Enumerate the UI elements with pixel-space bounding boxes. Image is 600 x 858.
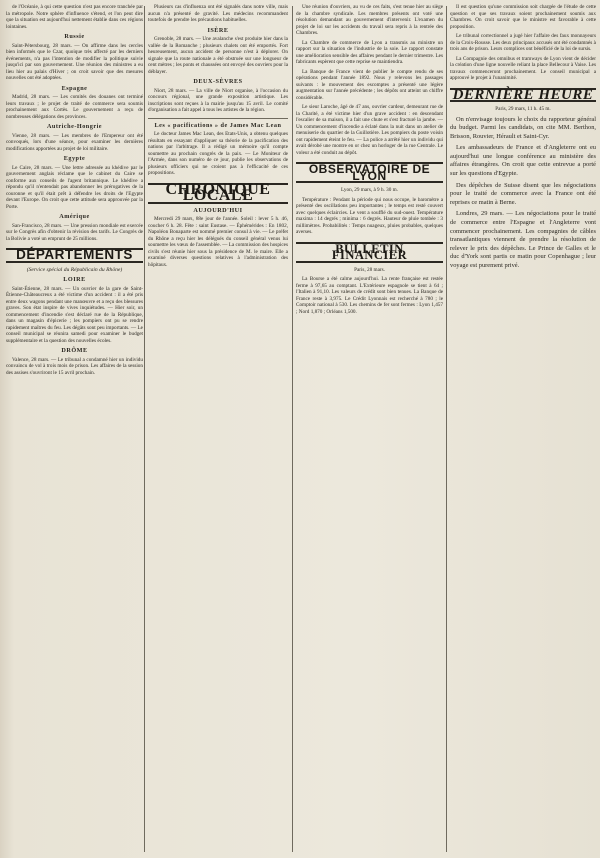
article-text: La Banque de France vient de publier le compte rendu de ses opérations pendant l'année 1892. Nous y relevons les passages suivants : le mouvement des escomptes a présenté une légère augmentation sur l'année précédente ; les dépôts ont atteint un chiffre considérable. xyxy=(296,68,443,101)
section-heading-derniere-heure: DERNIÈRE HEURE xyxy=(450,88,596,103)
article-text: Mercredi 29 mars, 88e jour de l'année. Soleil : lever 5 h. 46, coucher 6 h. 28. Fête : saint Eustase. — Éphémérides : En 1802, Napoléon Bonaparte est nommé premier consul à vie. — Le préfet du Rhône a reçu hier les délégués du conseil général venus lui soumettre les vœux de l'assemblée. — La commission des hospices civils s'est réunie hier sous la présidence de M. le maire. Elle a examiné diverses questions relatives à l'administration des hôpitaux. xyxy=(148,216,288,268)
article-text: La Compagnie des omnibus et tramways de Lyon vient de décider la création d'une ligne nouvelle reliant la place Bellecour à Vaise. Les travaux commenceront prochainement. Le conseil municipal a approuvé le projet à l'unanimité. xyxy=(450,55,596,81)
article-text: Grenoble, 28 mars. — Une avalanche s'est produite hier dans la vallée de la Romanche ; plusieurs chalets ont été emportés. Fort heureusement, aucun accident de personne n'est à déplorer. On signale que la route nationale a été obstruée sur une longueur de cent mètres ; les ponts et chaussées ont envoyé des ouvriers pour la déblayer. xyxy=(148,36,288,75)
article-text: Il est question qu'une commission soit chargée de l'étude de cette question et que ses travaux soient prochainement soumis aux Chambres. On croit savoir que le ministre est favorable à cette proposition. xyxy=(450,4,596,30)
section-subheading: Espagne xyxy=(61,84,88,92)
section-subheading: DEUX-SÈVRES xyxy=(193,78,243,85)
article-text: La Bourse a été calme aujourd'hui. La rente française est restée ferme à 97,65 au comptant. L'Extérieure espagnole se tient à 64 ; l'Italien à 91,10. Les valeurs de crédit sont bien tenues. La Banque de France reste à 3,975. Le Crédit Lyonnais est recherché à 780 ; le Comptoir national à 530. Les chemins de fer sont fermes : Lyon 1,457 ; Nord 1,870 ; Orléans 1,500. xyxy=(296,276,443,315)
section-subheading: Russie xyxy=(64,33,85,40)
column-3 xyxy=(296,4,443,854)
article-text: San-Francisco, 28 mars. — Une pression mondiale est exercée sur le Congrès afin d'obtenir la révision des tarifs. Le Congrès de la Bolivie a voté un emprunt de 25 millions. xyxy=(6,222,143,242)
article-text: Le docteur James Mac Lean, des Etats-Unis, a obtenu quelques résultats en essayant d'appliquer sa théorie de la pacification des nations par l'arbitrage. Il a rédigé un mémoire qu'il compte soumettre au prochain congrès de la paix. — Le Moniteur de l'Armée, dans son numéro de ce jour, publie les observations de plusieurs officiers qui ne croient pas à l'efficacité de ces propositions. xyxy=(148,131,288,176)
section-heading-bulletin-financier: BULLETIN FINANCIER xyxy=(296,242,443,263)
column-2 xyxy=(148,4,288,854)
article-text: Saint-Étienne, 28 mars. — Un ouvrier de la gare de Saint-Étienne-Châteaucreux a été victime d'un accident : il a été pris entre deux wagons pendant une manœuvre et a reçu des blessures graves. Son état inspire de vives inquiétudes. — Hier soir, un commencement d'incendie s'est déclaré rue de la République, dans un magasin d'épicerie ; les pompiers ont pu se rendre rapidement maîtres du feu. Les dégâts sont peu importants. — Le conseil municipal se réunira samedi pour examiner le budget supplémentaire et la question des nouvelles écoles. xyxy=(6,285,143,344)
article-text: Des dépêches de Suisse disent que les négociations pour le traité de commerce avec la France ont été reprises ce matin à Berne. xyxy=(450,181,596,206)
bulletin-date: Paris, 28 mars. xyxy=(354,266,385,273)
column-1 xyxy=(6,4,143,854)
section-heading-observatoire: OBSERVATOIRE DE LYON xyxy=(296,162,443,183)
article-text: Le sieur Laroche, âgé de 47 ans, ouvrier cardeur, demeurant rue de la Charité, a été victime hier d'un grave accident : en descendant l'escalier de sa maison, il a fait une chute et s'est fracturé la jambe. — Un commencement d'incendie a éclaté dans la nuit dans un atelier de menuiserie du quartier de la Guillotière. Les pompiers du poste voisin ont rapidement éteint le feu. — La police a arrêté hier un individu qui avait dérobé une montre en or chez un horloger de la rue Centrale. Le voleur a été conduit au dépôt. xyxy=(296,104,443,156)
section-heading-chronique-locale: CHRONIQUE LOCALE xyxy=(148,183,288,204)
column-rule xyxy=(292,6,293,852)
section-subheading: Egypte xyxy=(63,155,86,162)
article-text: Le Caire, 28 mars. — Une lettre adressée au khédive par le gouvernement anglais réclame que le cabinet du Caire se conforme aux conseils de l'agent britannique. Le khédive a répondu qu'il n'entendait pas abandonner les prérogatives de la couronne et qu'il était prêt à défendre les droits de l'Egypte devant l'Europe. On croit que cette attitude sera approuvée par la Porte. xyxy=(6,164,143,210)
section-subheading: Amérique xyxy=(59,213,90,220)
article-text: Le tribunal correctionnel a jugé hier l'affaire des faux monnayeurs de la Croix-Rousse. Les deux principaux accusés ont été condamnés à trois ans de prison. Leurs complices ont bénéficié de la loi de sursis. xyxy=(450,33,596,52)
last-hour-date: Paris, 29 mars, 11 h. 45 m. xyxy=(495,106,551,112)
article-text: Température : Pendant la période qui nous occupe, le baromètre a présenté des oscillations peu importantes ; le temps est resté couvert avec quelques éclaircies. Le vent a soufflé du sud-ouest. Température maxima : 14 degrés ; minima : 6 degrés. Hauteur de pluie tombée : 3 millimètres. Probabilités : Temps nuageux, pluies probables, quelques averses. xyxy=(296,196,443,235)
section-heading-departements: DÉPARTEMENTS xyxy=(6,248,143,263)
article-text: Valence, 28 mars. — Le tribunal a condamné hier un individu convaincu de vol à trois mois de prison. Les affaires de la session des assises s'ouvriront le 15 avril prochain. xyxy=(6,356,143,376)
column-rule xyxy=(446,6,447,852)
section-subheading: Les « pacifications » de James Mac Lean xyxy=(154,121,282,129)
article-text: On n'envisage toujours le choix du rapporteur général du budget. Parmi les candidats, on cite MM. Berthon, Brisson, Rouvier, Hérault et Saint-Cyr. xyxy=(450,115,596,140)
article-text: Vienne, 28 mars. — Les membres de l'Empereur ont été convoqués, lors d'une séance, pour examiner les dernières modifications apportées au projet de loi militaire. xyxy=(6,132,143,152)
article-text: Niort, 28 mars. — La ville de Niort organise, à l'occasion du concours régional, une grande exposition artistique. Les inscriptions sont reçues à la mairie jusqu'au 15 avril. Le comité d'organisation a fait appel à tous les artistes de la région. xyxy=(148,87,288,113)
column-4 xyxy=(450,4,596,854)
section-subheading: ISÈRE xyxy=(207,26,229,34)
article-text: Une réunion d'ouvriers, au vu de ces faits, s'est tenue hier au siège de la chambre syndicale. Les membres présents ont voté une résolution demandant au gouvernement d'intervenir. L'examen du projet de loi sur les accidents du travail sera repris à la rentrée des Chambres. xyxy=(296,4,443,36)
section-source: (Service spécial du Républicain du Rhône) xyxy=(26,266,123,273)
article-text: Plusieurs cas d'influenza ont été signalés dans notre ville, mais aucun n'a présenté de gravité. Les médecins recommandent toutefois de prendre les précautions habituelles. xyxy=(148,4,288,23)
article-text: de l'Océanie, à qui cette question n'est pas encore tranchée par la métropole. Notre sphère d'influence s'étend, et l'on peut dire que la situation est aujourd'hui nettement établie dans ces régions lointaines. xyxy=(6,4,143,30)
section-subheading: Autriche-Hongrie xyxy=(46,123,103,130)
article-text: Madrid, 28 mars. — Les comités des douanes ont terminé leurs travaux ; le projet de traité de commerce sera soumis prochainement aux Cortès. Le gouvernement a reçu de nombreuses délégations des provinces. xyxy=(6,94,143,120)
section-subheading: LOIRE xyxy=(63,276,86,283)
chronicle-date: AUJOURD'HUI xyxy=(193,206,243,214)
article-text: Saint-Pétersbourg, 28 mars. — On affirme dans les cercles bien informés que le Czar, quoique très affecté par les derniers événements, n'a pas l'intention de modifier la politique suivie jusqu'ici par son gouvernement. Une réunion des ministres a eu lieu hier au palais d'Hiver ; on croit savoir que des mesures nouvelles ont été adoptées. xyxy=(6,42,143,81)
article-text: Les ambassadeurs de France et d'Angleterre ont eu aujourd'hui une longue conférence au ministère des affaires étrangères. On croit que cette entrevue a porté sur les questions d'Egypte. xyxy=(450,144,596,178)
observatory-date: Lyon, 29 mars, à 9 h. 30 m. xyxy=(341,187,398,193)
article-text: Londres, 29 mars. — Les négociations pour le traité de commerce entre l'Espagne et l'Angleterre vont commencer prochainement. Les compagnies de câbles transatlantiques viennent de prendre la résolution de relever le prix des dépêches. Le Prince de Galles et le duc d'York sont partis ce matin pour Copenhague ; leur voyage est purement privé. xyxy=(450,210,596,269)
divider xyxy=(148,118,288,119)
column-rule xyxy=(144,6,145,852)
article-text: La Chambre de commerce de Lyon a transmis au ministre un rapport sur la situation de l'industrie de la soie. Le rapport constate une amélioration sensible des affaires pendant le dernier trimestre. Les fabricants espèrent que cette reprise se maintiendra. xyxy=(296,39,443,65)
section-subheading: DRÔME xyxy=(61,347,88,354)
